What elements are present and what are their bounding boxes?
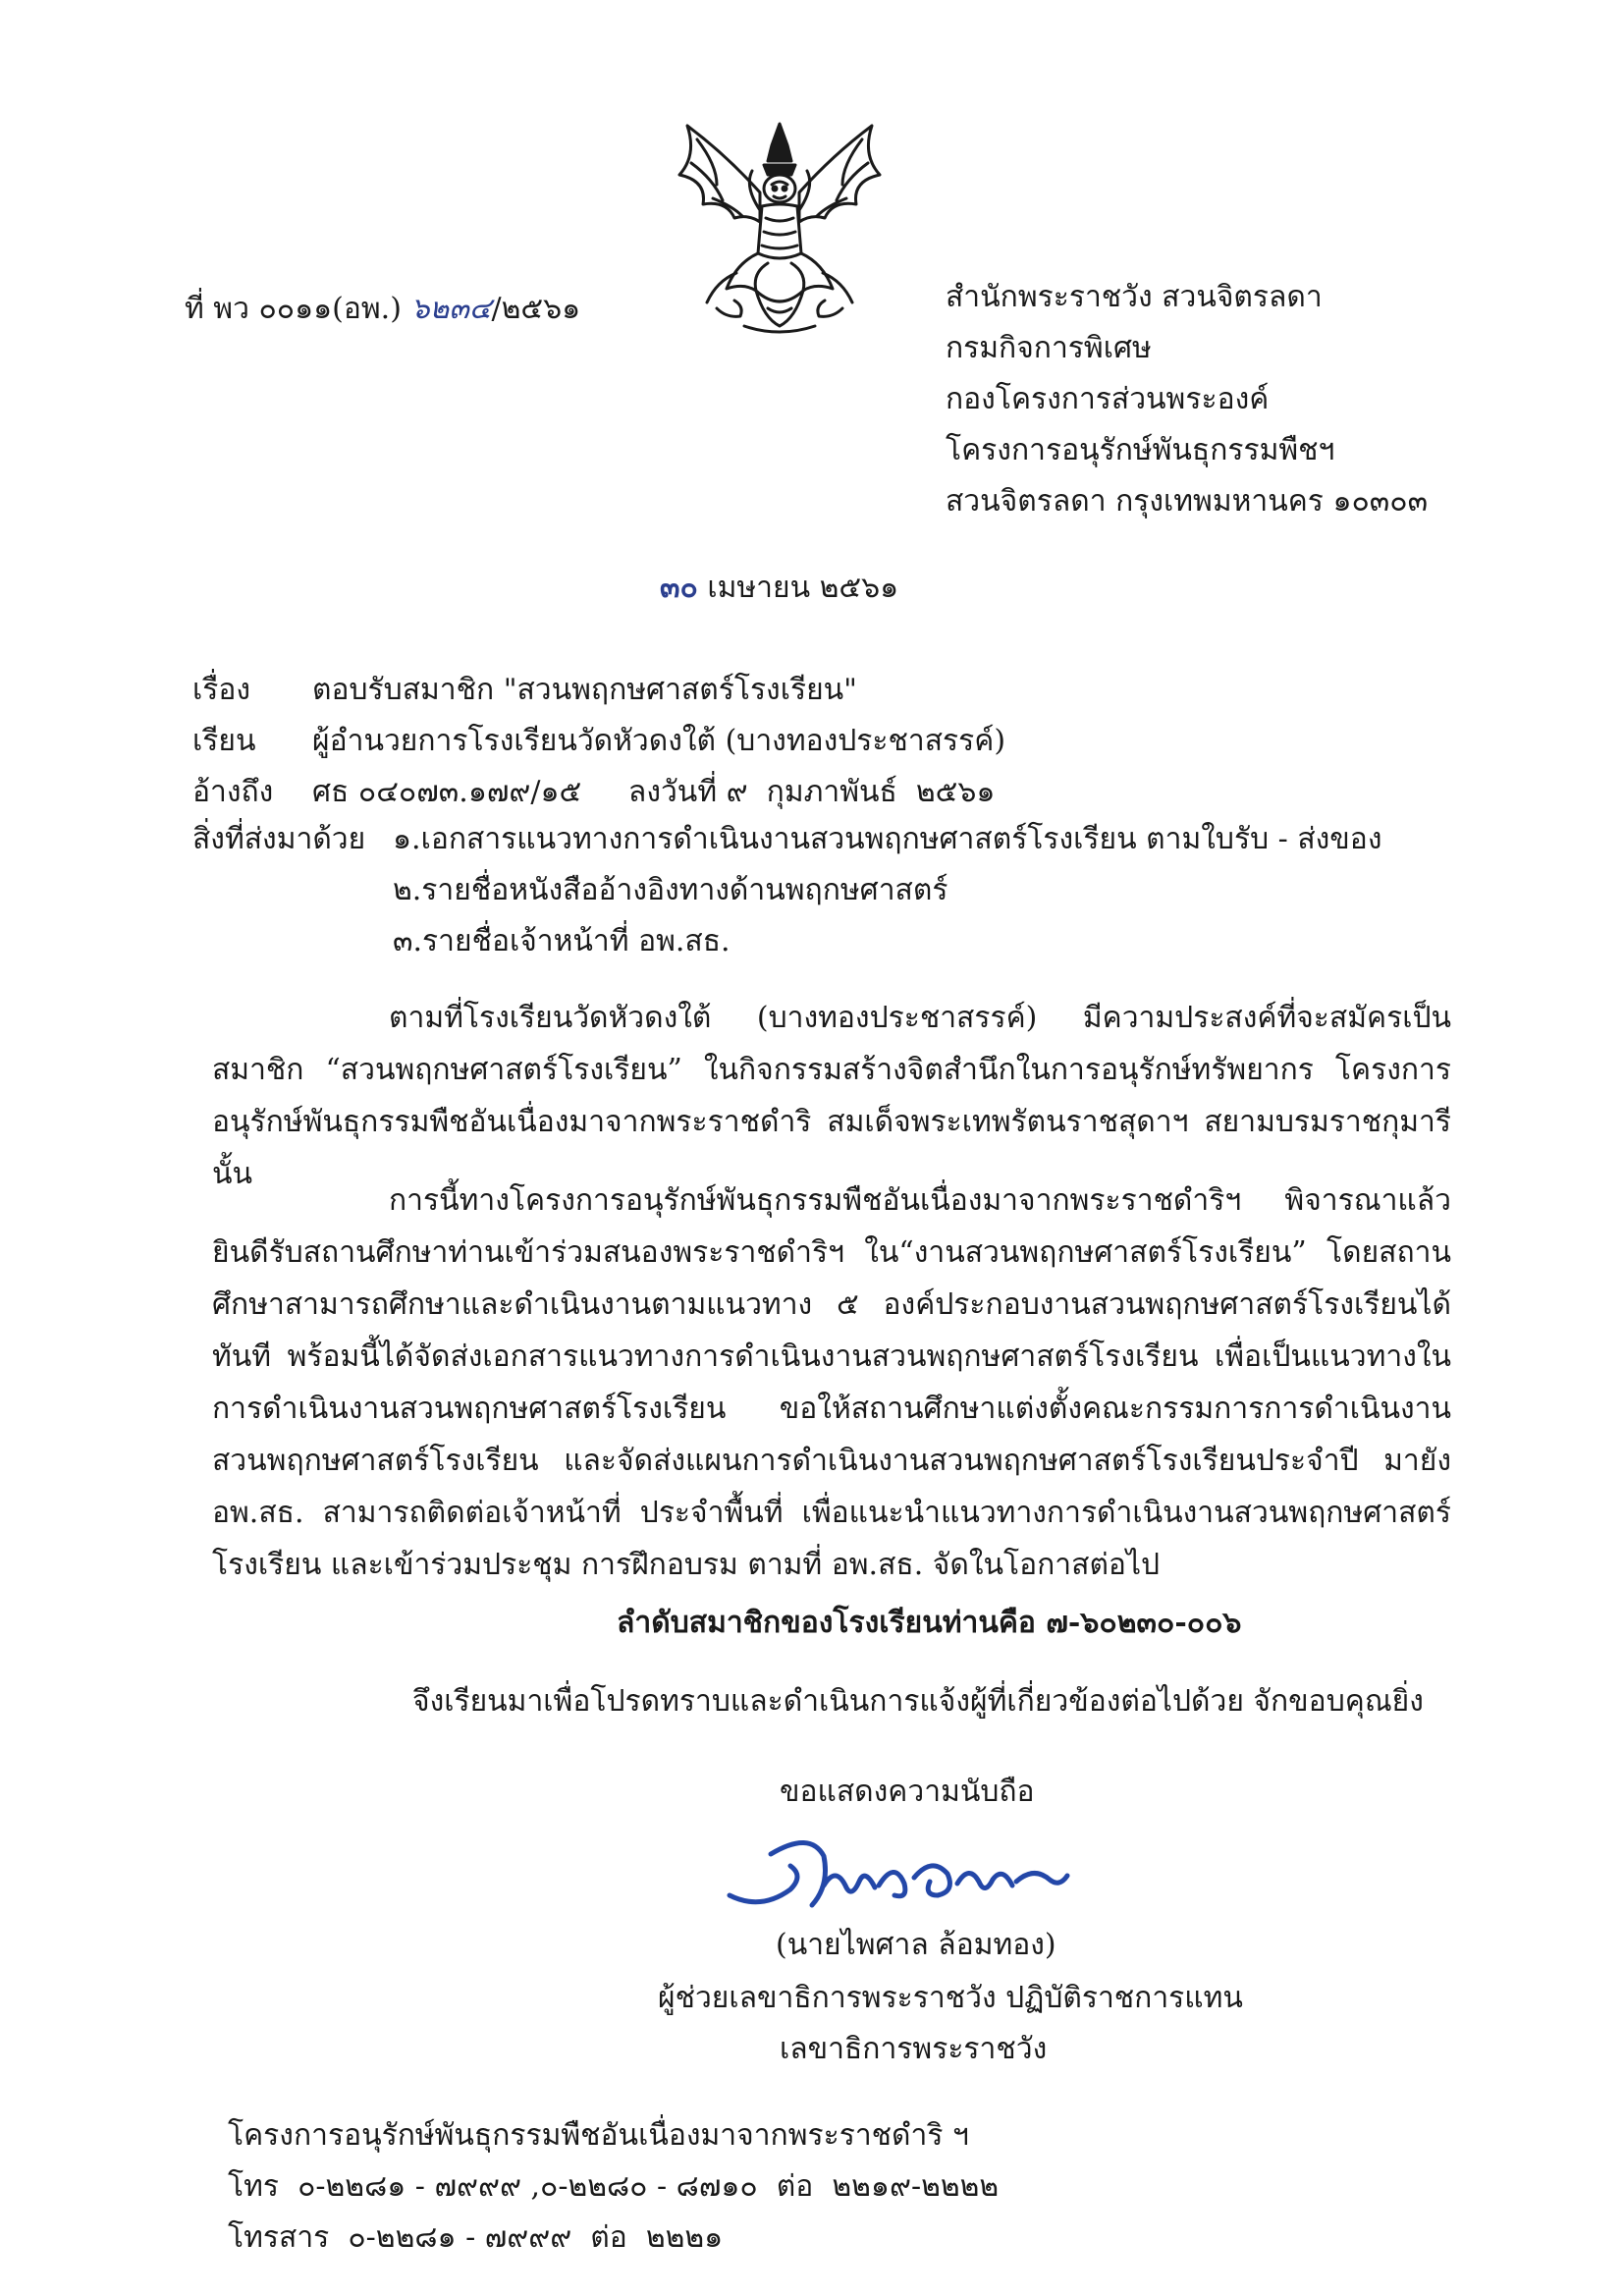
subject-value: ตอบรับสมาชิก "สวนพฤกษศาสตร์โรงเรียน" <box>312 673 857 707</box>
reference-number-suffix: /๒๕๖๑ <box>491 292 581 326</box>
subject-label: เรื่อง <box>192 673 251 707</box>
sender-line: สำนักพระราชวัง สวนจิตรลดา <box>946 280 1323 314</box>
footer-phone: โทร ๐-๒๒๘๑ - ๗๙๙๙ ,๐-๒๒๘๐ - ๘๗๑๐ ต่อ ๒๒๑๙-๒๒๒๒ <box>228 2169 1000 2204</box>
reference-row <box>0 775 1624 817</box>
footer-fax: โทรสาร ๐-๒๒๘๑ - ๗๙๙๙ ต่อ ๒๒๒๑ <box>228 2220 724 2255</box>
body-paragraph-2: การนี้ทางโครงการอนุรักษ์พันธุกรรมพืชอันเนื่องมาจากพระราชดำริฯ พิจารณาแล้ว ยินดีรับสถานศึกษาท่านเข้าร่วมสนองพระราชดำริฯ ใน“งานสวนพฤกษศาสตร์โรงเรียน” โดยสถานศึกษาสามารถศึกษาและดำเนินงานตามแนวทาง ๕ องค์ประกอบงานสวนพฤกษศาสตร์โรงเรียนได้ทันที พร้อมนี้ได้จัดส่งเอกสารแนวทางการดำเนินงานสวนพฤกษศาสตร์โรงเรียน เพื่อเป็นแนวทางในการดำเนินงานสวนพฤกษศาสตร์โรงเรียน ขอให้สถานศึกษาแต่งตั้งคณะกรรมการการดำเนินงานสวนพฤกษศาสตร์โรงเรียน และจัดส่งแผนการดำเนินงานสวนพฤกษศาสตร์โรงเรียนประจำปี มายัง อพ.สธ. สามารถติดต่อเจ้าหน้าที่ ประจำพื้นที่ เพื่อแนะนำแนวทางการดำเนินงานสวนพฤกษศาสตร์โรงเรียน และเข้าร่วมประชุม การฝึกอบรม ตามที่ อพ.สธ. จัดในโอกาสต่อไป <box>212 1183 1451 1582</box>
recipient-row <box>0 724 1624 766</box>
handwritten-signature <box>722 1827 1075 1920</box>
sender-line: กรมกิจการพิเศษ <box>946 331 1152 365</box>
date-month-year: เมษายน ๒๕๖๑ <box>707 571 899 605</box>
signatory-name: (นายไพศาล ล้อมทอง) <box>776 1928 1056 1962</box>
sender-line: สวนจิตรลดา กรุงเทพมหานคร ๑๐๓๐๓ <box>946 484 1429 519</box>
member-number: ลำดับสมาชิกของโรงเรียนท่านคือ ๗-๖๐๒๓๐-๐๐๖ <box>617 1606 1242 1640</box>
garuda-emblem-icon <box>658 116 901 344</box>
footer-organization: โครงการอนุรักษ์พันธุกรรมพืชอันเนื่องมาจากพระราชดำริ ฯ <box>228 2118 969 2153</box>
recipient-value: ผู้อำนวยการโรงเรียนวัดหัวดงใต้ (บางทองประชาสรรค์) <box>312 724 1006 758</box>
reference-number <box>185 292 581 326</box>
reference-value: ศธ ๐๔๐๗๓.๑๗๙/๑๕ ลงวันที่ ๙ กุมภาพันธ์ ๒๕๖๑ <box>312 775 996 809</box>
regards-text: ขอแสดงความนับถือ <box>780 1775 1035 1809</box>
body-paragraph-1: ตามที่โรงเรียนวัดหัวดงใต้ (บางทองประชาสรรค์) มีความประสงค์ที่จะสมัครเป็นสมาชิก “สวนพฤกษศาสตร์โรงเรียน” ในกิจกรรมสร้างจิตสำนึกในการอนุรักษ์ทรัพยากร โครงการอนุรักษ์พันธุกรรมพืชอันเนื่องมาจากพระราชดำริ สมเด็จพระเทพรัตนราชสุดาฯ สยามบรมราชกุมารี นั้น <box>212 1001 1451 1191</box>
enclosure-item: ๑.เอกสารแนวทางการดำเนินงานสวนพฤกษศาสตร์โรงเรียน ตามใบรับ - ส่งของ <box>393 822 1382 856</box>
enclosure-item: ๓.รายชื่อเจ้าหน้าที่ อพ.สธ. <box>393 924 731 958</box>
date-day: ๓๐ <box>660 571 698 605</box>
enclosures-label: สิ่งที่ส่งมาด้วย <box>192 822 366 856</box>
closing-line: จึงเรียนมาเพื่อโปรดทราบและดำเนินการแจ้งผู้ที่เกี่ยวข้องต่อไปด้วย จักขอบคุณยิ่ง <box>412 1684 1424 1719</box>
reference-number-prefix: ที่ พว ๐๐๑๑(อพ.) <box>185 292 402 326</box>
signatory-position-2: เลขาธิการพระราชวัง <box>780 2032 1048 2066</box>
recipient-label: เรียน <box>192 724 256 758</box>
signatory-position: ผู้ช่วยเลขาธิการพระราชวัง ปฏิบัติราชการแทน <box>658 1981 1243 2015</box>
enclosure-item: ๒.รายชื่อหนังสืออ้างอิงทางด้านพฤกษศาสตร์ <box>393 873 948 907</box>
subject-row <box>0 673 1624 715</box>
letter-date <box>660 571 899 605</box>
reference-label: อ้างถึง <box>192 775 274 809</box>
sender-line: กองโครงการส่วนพระองค์ <box>946 382 1270 416</box>
reference-number-handwritten: ๖๒๓๔ <box>410 292 492 326</box>
sender-line: โครงการอนุรักษ์พันธุกรรมพืชฯ <box>946 433 1335 467</box>
enclosures-block <box>0 822 1624 982</box>
